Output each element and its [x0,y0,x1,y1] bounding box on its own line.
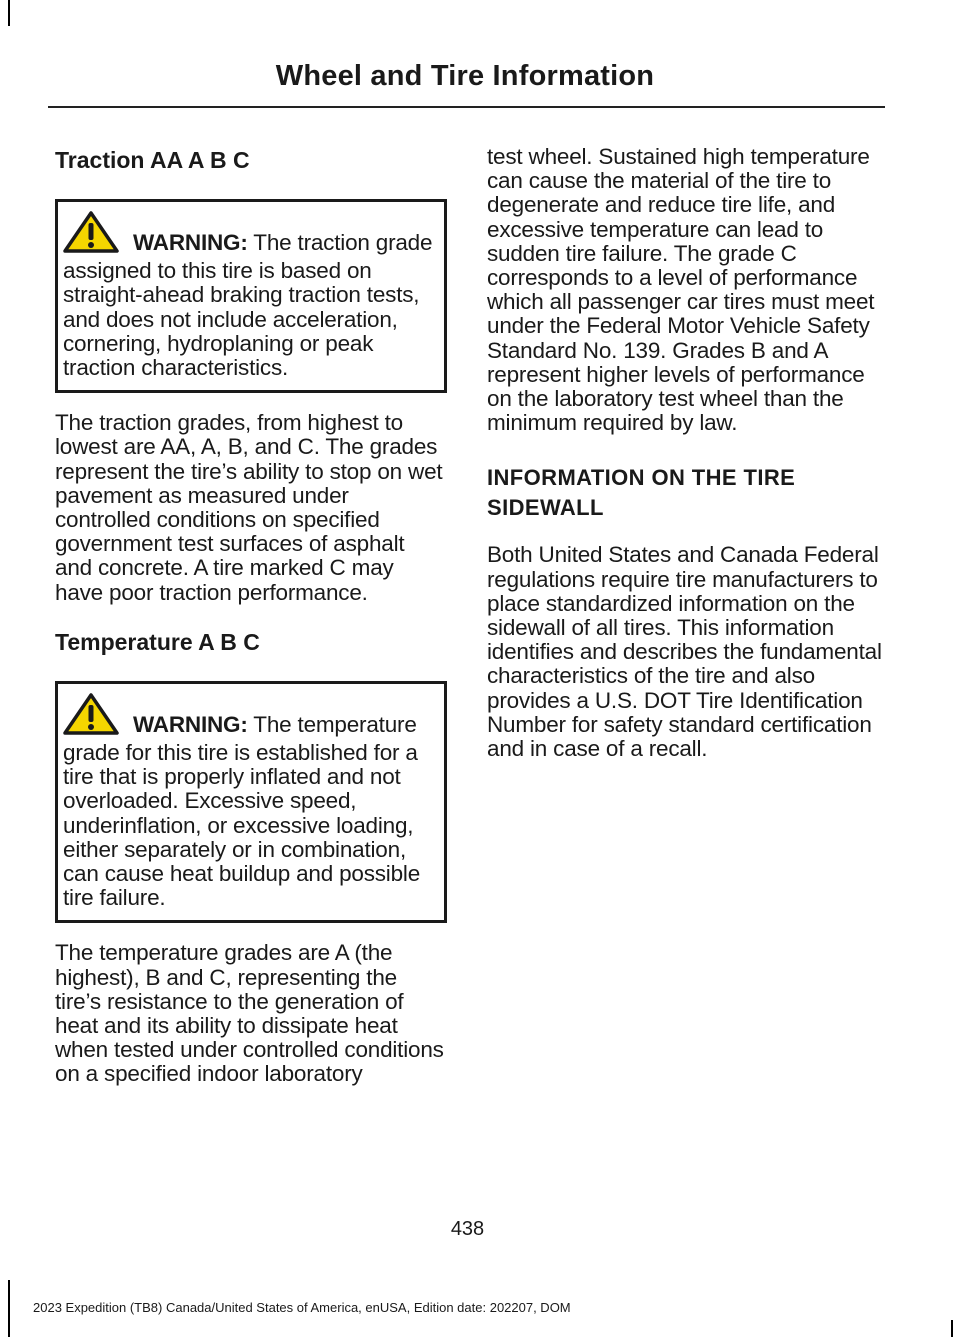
warning-icon-holder [63,692,127,741]
warning-triangle-icon [63,210,119,254]
right-column [487,145,883,781]
temperature-warning-text [63,692,436,911]
warning-triangle-icon [63,692,119,736]
traction-warning-text [63,210,436,380]
temperature-warning-label: WARNING: [133,711,248,737]
footer-edition-info: 2023 Expedition (TB8) Canada/United States of America, enUSA, Edition date: 202207, DOM [33,1300,571,1315]
left-column [55,145,447,1107]
crop-mark-top-left [8,0,10,26]
temperature-warning-body: The temperature grade for this tire is established for a tire that is properly inflated and not overloaded. Excessive speed, underinflation, or excessive loading, either separately or in combination, can cause heat buildup and possible tire failure. [63,711,421,911]
page-title: Wheel and Tire Information [275,60,655,92]
header-divider [48,106,885,108]
sidewall-paragraph: Both United States and Canada Federal regulations require tire manufacturers to place standardized information on the sidewall of all tires. This information identifies and describes the fundamental characteristics of the tire and also provides a U.S. DOT Tire Identification Number for safety standard certification and in case of a recall. [487,542,882,762]
temperature-heading: Temperature A B C [55,628,260,655]
temperature-continued-paragraph: test wheel. Sustained high temperature can cause the material of the tire to degenerate and reduce tire life, and excessive temperature can lead to sudden tire failure. The grade C corresponds to a level of performance which all passenger car tires must meet under the Federal Motor Vehicle Safety Standard No. 139. Grades B and A represent higher levels of performance on the laboratory test wheel than the minimum required by law. [487,144,875,436]
traction-warning-body: The traction grade assigned to this tire is based on straight-ahead braking traction tests, and does not include acceleration, cornering, hydroplaning or peak traction characteristics. [63,230,433,381]
temperature-paragraph: The temperature grades are A (the highest), B and C, representing the tire’s resistance to the generation of heat and its ability to dissipate heat when tested under controlled conditions on a specified indoor laboratory [55,940,444,1087]
sidewall-heading: INFORMATION ON THE TIRE SIDEWALL [487,465,796,521]
traction-warning-label: WARNING: [133,230,248,255]
temperature-warning-box [55,681,447,924]
warning-icon-holder [63,210,127,259]
crop-mark-bottom-right [951,1320,953,1337]
crop-mark-bottom-left [8,1280,10,1337]
traction-paragraph: The traction grades, from highest to lowest are AA, A, B, and C. The grades represent the tire’s ability to stop on wet pavement as measured under controlled conditions on specified government test surfaces of asphalt and concrete. A tire marked C may have poor traction performance. [55,410,443,605]
page-number: 438 [450,1218,485,1240]
traction-heading: Traction AA A B C [55,147,250,173]
traction-warning-box [55,199,447,393]
